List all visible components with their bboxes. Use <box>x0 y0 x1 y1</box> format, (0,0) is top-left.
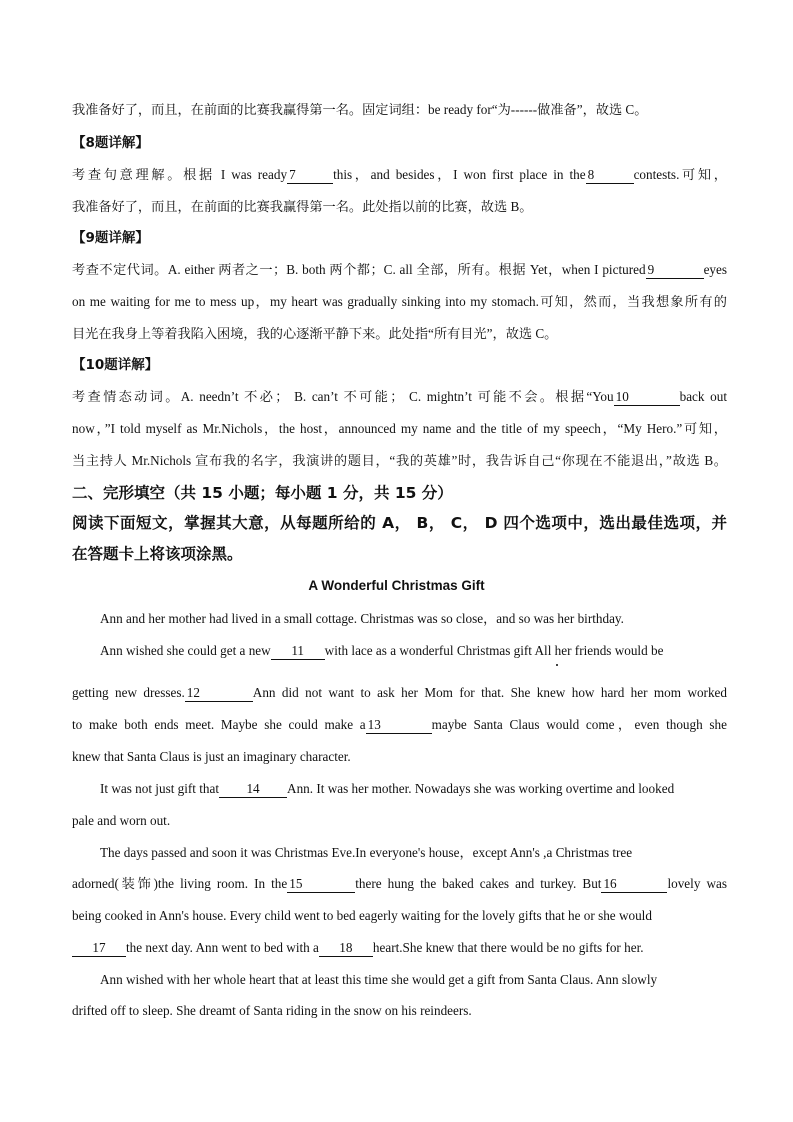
passage-line: 17 the next day. Ann went to bed with a 18 heart.She knew that there would be no gifts for her. <box>72 938 727 958</box>
passage-line: Ann wished with her whole heart that at least this time she would get a gift from Santa Claus. Ann slowly <box>100 972 658 987</box>
q9-line-2: on me waiting for me to mess up，my heart was gradually sinking into my stomach.可知，然而，当我想象所有的 <box>72 294 727 309</box>
blank-14: 14 <box>219 780 287 798</box>
passage-line: pale and worn out. <box>72 813 171 828</box>
blank-11: 11 <box>271 642 325 660</box>
passage-line: getting new dresses. 12 Ann did not want to ask her Mom for that. She knew how hard her mom worked <box>72 685 727 700</box>
passage-title: A Wonderful Christmas Gift <box>308 578 485 593</box>
q9-header: 【9题详解】 <box>72 230 149 246</box>
blank-9: 9 <box>646 261 704 279</box>
blank-13: 13 <box>366 716 432 734</box>
passage-line: The days passed and soon it was Christmas Eve.In everyone's house，except Ann's ,a Christmas tree <box>100 845 633 860</box>
q8-header: 【8题详解】 <box>72 135 149 151</box>
q8-line-2: 我准备好了，而且，在前面的比赛我赢得第一名。此处指以前的比赛，故选 B。 <box>72 199 533 214</box>
q10-line-3: 当主持人 Mr.Nichols 宣布我的名字，我演讲的题目，“我的英雄”时，我告诉自己“你现在不能退出，”故选 B。 <box>72 453 727 468</box>
blank-15: 15 <box>287 875 355 893</box>
passage-line: drifted off to sleep. She dreamt of Santa riding in the snow on his reindeers. <box>72 1003 472 1018</box>
section-instruction-2: 在答题卡上将该项涂黑。 <box>72 545 243 563</box>
section-heading: 二、完形填空（共 15 小题；每小题 1 分，共 15 分） <box>72 484 453 502</box>
blank-10: 10 <box>614 388 680 406</box>
blank-7: 7 <box>287 166 333 184</box>
passage-line: Ann wished she could get a new 11 with lace as a wonderful Christmas gift All her friends would be <box>100 643 664 658</box>
q9-line-3: 目光在我身上等着我陷入困境，我的心逐渐平静下来。此处指“所有目光”，故选 C。 <box>72 326 558 341</box>
explanation-line: 我准备好了，而且，在前面的比赛我赢得第一名。固定词组：be ready for“为------做准备”，故选 C。 <box>72 102 648 117</box>
q8-line-1: 考查句意理解。根据 I was ready 7 this，and besides，I won first place in the 8 contests.可知， <box>72 167 727 182</box>
passage-line: knew that Santa Claus is just an imaginary character. <box>72 749 351 764</box>
q10-line-2: now，”I told myself as Mr.Nichols，the host，announced my name and the title of my speech，“My Hero.”可知， <box>72 421 727 436</box>
section-instruction-1: 阅读下面短文，掌握其大意，从每题所给的 A， B， C， D 四个选项中，选出最佳选项，并 <box>72 514 727 532</box>
blank-12: 12 <box>185 684 253 702</box>
blank-17: 17 <box>72 939 126 957</box>
passage-line: adorned(装饰)the living room. In the 15 there hung the baked cakes and turkey. But 16 lovely was <box>72 876 727 891</box>
passage-line: being cooked in Ann's house. Every child went to bed eagerly waiting for the lovely gifts that he or she would <box>72 908 652 923</box>
stray-dot <box>556 664 558 666</box>
blank-18: 18 <box>319 939 373 957</box>
blank-8: 8 <box>586 166 634 184</box>
passage-line: to make both ends meet. Maybe she could make a 13 maybe Santa Claus would come，even though she <box>72 717 727 732</box>
q9-line-1: 考查不定代词。A. either 两者之一；B. both 两个都；C. all 全部，所有。根据 Yet，when I pictured 9 eyes <box>72 262 727 277</box>
q10-line-1: 考查情态动词。A. needn’t 不必； B. can’t 不可能； C. mightn’t 可能不会。根据“You 10 back out <box>72 389 727 404</box>
passage-line: Ann and her mother had lived in a small cottage. Christmas was so close，and so was her birthday. <box>100 611 624 626</box>
passage-line: It was not just gift that 14 Ann. It was her mother. Nowadays she was working overtime and looked <box>100 781 675 796</box>
blank-16: 16 <box>601 875 667 893</box>
q10-header: 【10题详解】 <box>72 357 159 373</box>
